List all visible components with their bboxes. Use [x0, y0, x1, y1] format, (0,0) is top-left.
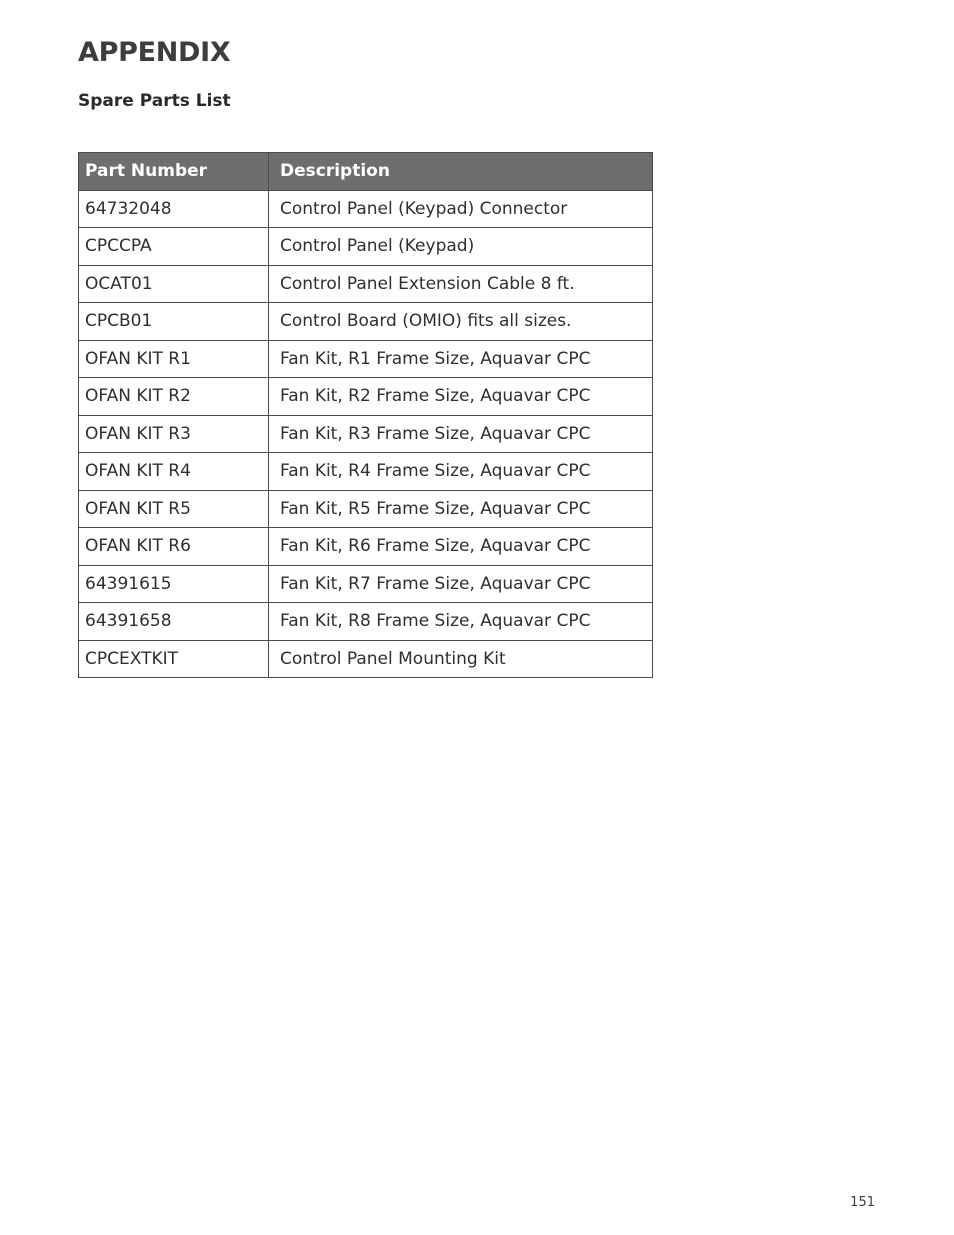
- part-number-cell: OFAN KIT R2: [79, 378, 269, 416]
- description-cell: Control Board (OMIO) fits all sizes.: [269, 303, 653, 341]
- page-number: 151: [850, 1195, 875, 1210]
- table-row: [79, 603, 653, 641]
- description-cell: Fan Kit, R5 Frame Size, Aquavar CPC: [269, 490, 653, 528]
- table-row: [79, 640, 653, 678]
- description-cell: Control Panel Extension Cable 8 ft.: [269, 265, 653, 303]
- description-cell: Fan Kit, R8 Frame Size, Aquavar CPC: [269, 603, 653, 641]
- part-number-cell: OFAN KIT R6: [79, 528, 269, 566]
- table-row: [79, 190, 653, 228]
- part-number-cell: CPCCPA: [79, 228, 269, 266]
- description-cell: Control Panel Mounting Kit: [269, 640, 653, 678]
- description-cell: Fan Kit, R6 Frame Size, Aquavar CPC: [269, 528, 653, 566]
- table-row: [79, 565, 653, 603]
- table-row: [79, 453, 653, 491]
- part-number-cell: CPCEXTKIT: [79, 640, 269, 678]
- column-header-description: Description: [269, 153, 653, 191]
- description-cell: Control Panel (Keypad): [269, 228, 653, 266]
- part-number-cell: OFAN KIT R1: [79, 340, 269, 378]
- part-number-cell: 64732048: [79, 190, 269, 228]
- description-cell: Fan Kit, R2 Frame Size, Aquavar CPC: [269, 378, 653, 416]
- description-cell: Fan Kit, R1 Frame Size, Aquavar CPC: [269, 340, 653, 378]
- description-cell: Fan Kit, R4 Frame Size, Aquavar CPC: [269, 453, 653, 491]
- table-header-row: [79, 153, 653, 191]
- part-number-cell: OFAN KIT R5: [79, 490, 269, 528]
- table-row: [79, 415, 653, 453]
- part-number-cell: OCAT01: [79, 265, 269, 303]
- table-row: [79, 228, 653, 266]
- part-number-cell: OFAN KIT R3: [79, 415, 269, 453]
- column-header-part-number: Part Number: [79, 153, 269, 191]
- part-number-cell: 64391615: [79, 565, 269, 603]
- part-number-cell: OFAN KIT R4: [79, 453, 269, 491]
- table-row: [79, 340, 653, 378]
- part-number-cell: CPCB01: [79, 303, 269, 341]
- page-title: APPENDIX: [78, 37, 231, 68]
- spare-parts-table: [78, 152, 653, 678]
- description-cell: Fan Kit, R3 Frame Size, Aquavar CPC: [269, 415, 653, 453]
- table-row: [79, 528, 653, 566]
- description-cell: Control Panel (Keypad) Connector: [269, 190, 653, 228]
- section-title: Spare Parts List: [78, 91, 231, 111]
- table-row: [79, 378, 653, 416]
- part-number-cell: 64391658: [79, 603, 269, 641]
- description-cell: Fan Kit, R7 Frame Size, Aquavar CPC: [269, 565, 653, 603]
- table-row: [79, 490, 653, 528]
- table-row: [79, 265, 653, 303]
- table-row: [79, 303, 653, 341]
